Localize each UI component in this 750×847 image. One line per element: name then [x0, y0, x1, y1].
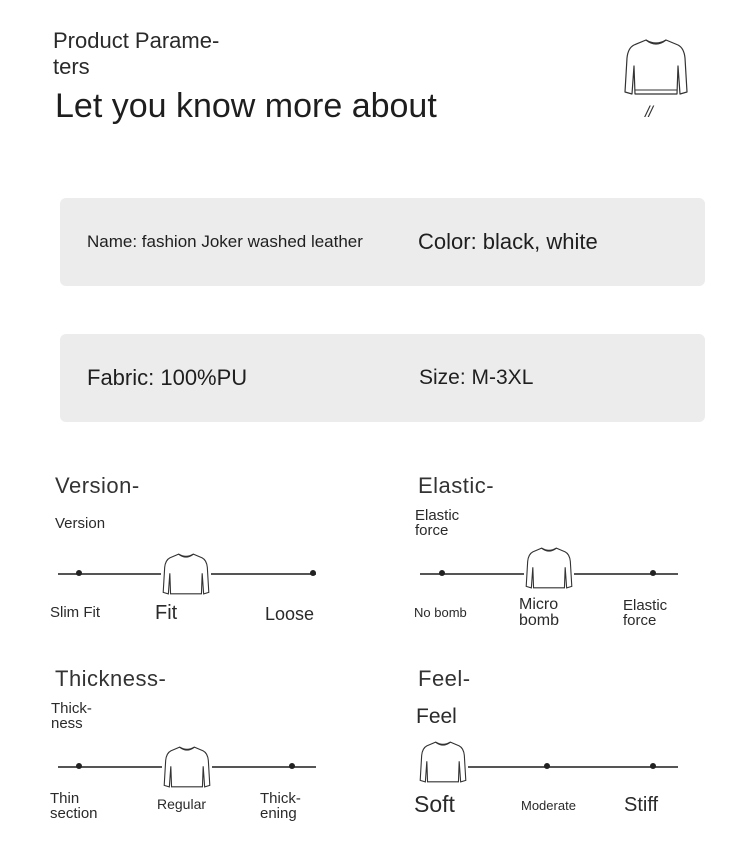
decorative-slash-mark: // [645, 104, 652, 121]
version-tick-loose: Loose [265, 604, 315, 624]
feel-marker-sweater-icon [418, 739, 468, 785]
elastic-tick-elastic-force: Elastic force [623, 597, 668, 629]
version-dot-loose [310, 570, 316, 576]
params-card-name-color [60, 198, 705, 286]
elastic-tick-micro-bomb: Micro bomb [519, 596, 560, 629]
version-label: Version [55, 515, 106, 532]
version-tick-slim-fit: Slim Fit [50, 604, 100, 621]
elastic-dot-no-bomb [439, 570, 445, 576]
param-name: Name: fashion Joker washed leather [87, 232, 363, 251]
feel-tick-moderate: Moderate [521, 798, 576, 813]
thickness-heading: Thickness- [55, 666, 167, 691]
page-subtitle: Let you know more about [55, 87, 437, 125]
feel-label: Feel [416, 705, 457, 728]
elastic-heading: Elastic- [418, 473, 495, 498]
version-heading: Version- [55, 473, 140, 498]
version-marker-sweater-icon [161, 551, 211, 597]
thickness-marker-sweater-icon [162, 744, 212, 790]
version-tick-fit: Fit [155, 602, 178, 624]
param-color: Color: black, white [418, 229, 598, 254]
sweater-icon [622, 36, 690, 98]
feel-tick-stiff: Stiff [624, 794, 659, 816]
params-card-fabric-size [60, 334, 705, 422]
version-dot-slim [76, 570, 82, 576]
thickness-tick-regular: Regular [157, 796, 207, 812]
feel-heading: Feel- [418, 666, 471, 691]
elastic-label: Elastic force [415, 507, 460, 539]
elastic-dot-elastic-force [650, 570, 656, 576]
param-size: Size: M-3XL [419, 366, 534, 389]
thickness-tick-thickening: Thick- ening [260, 790, 301, 822]
thickness-dot-thick [289, 763, 295, 769]
page-title: Product Parame- ters [53, 28, 220, 79]
elastic-marker-sweater-icon [524, 545, 574, 591]
thickness-tick-thin-section: Thin section [50, 790, 98, 822]
feel-dot-stiff [650, 763, 656, 769]
feel-tick-soft: Soft [414, 791, 455, 817]
param-fabric: Fabric: 100%PU [87, 365, 248, 390]
thickness-label: Thick- ness [51, 700, 92, 732]
elastic-tick-no-bomb: No bomb [414, 605, 467, 620]
feel-dot-moderate [544, 763, 550, 769]
thickness-dot-thin [76, 763, 82, 769]
